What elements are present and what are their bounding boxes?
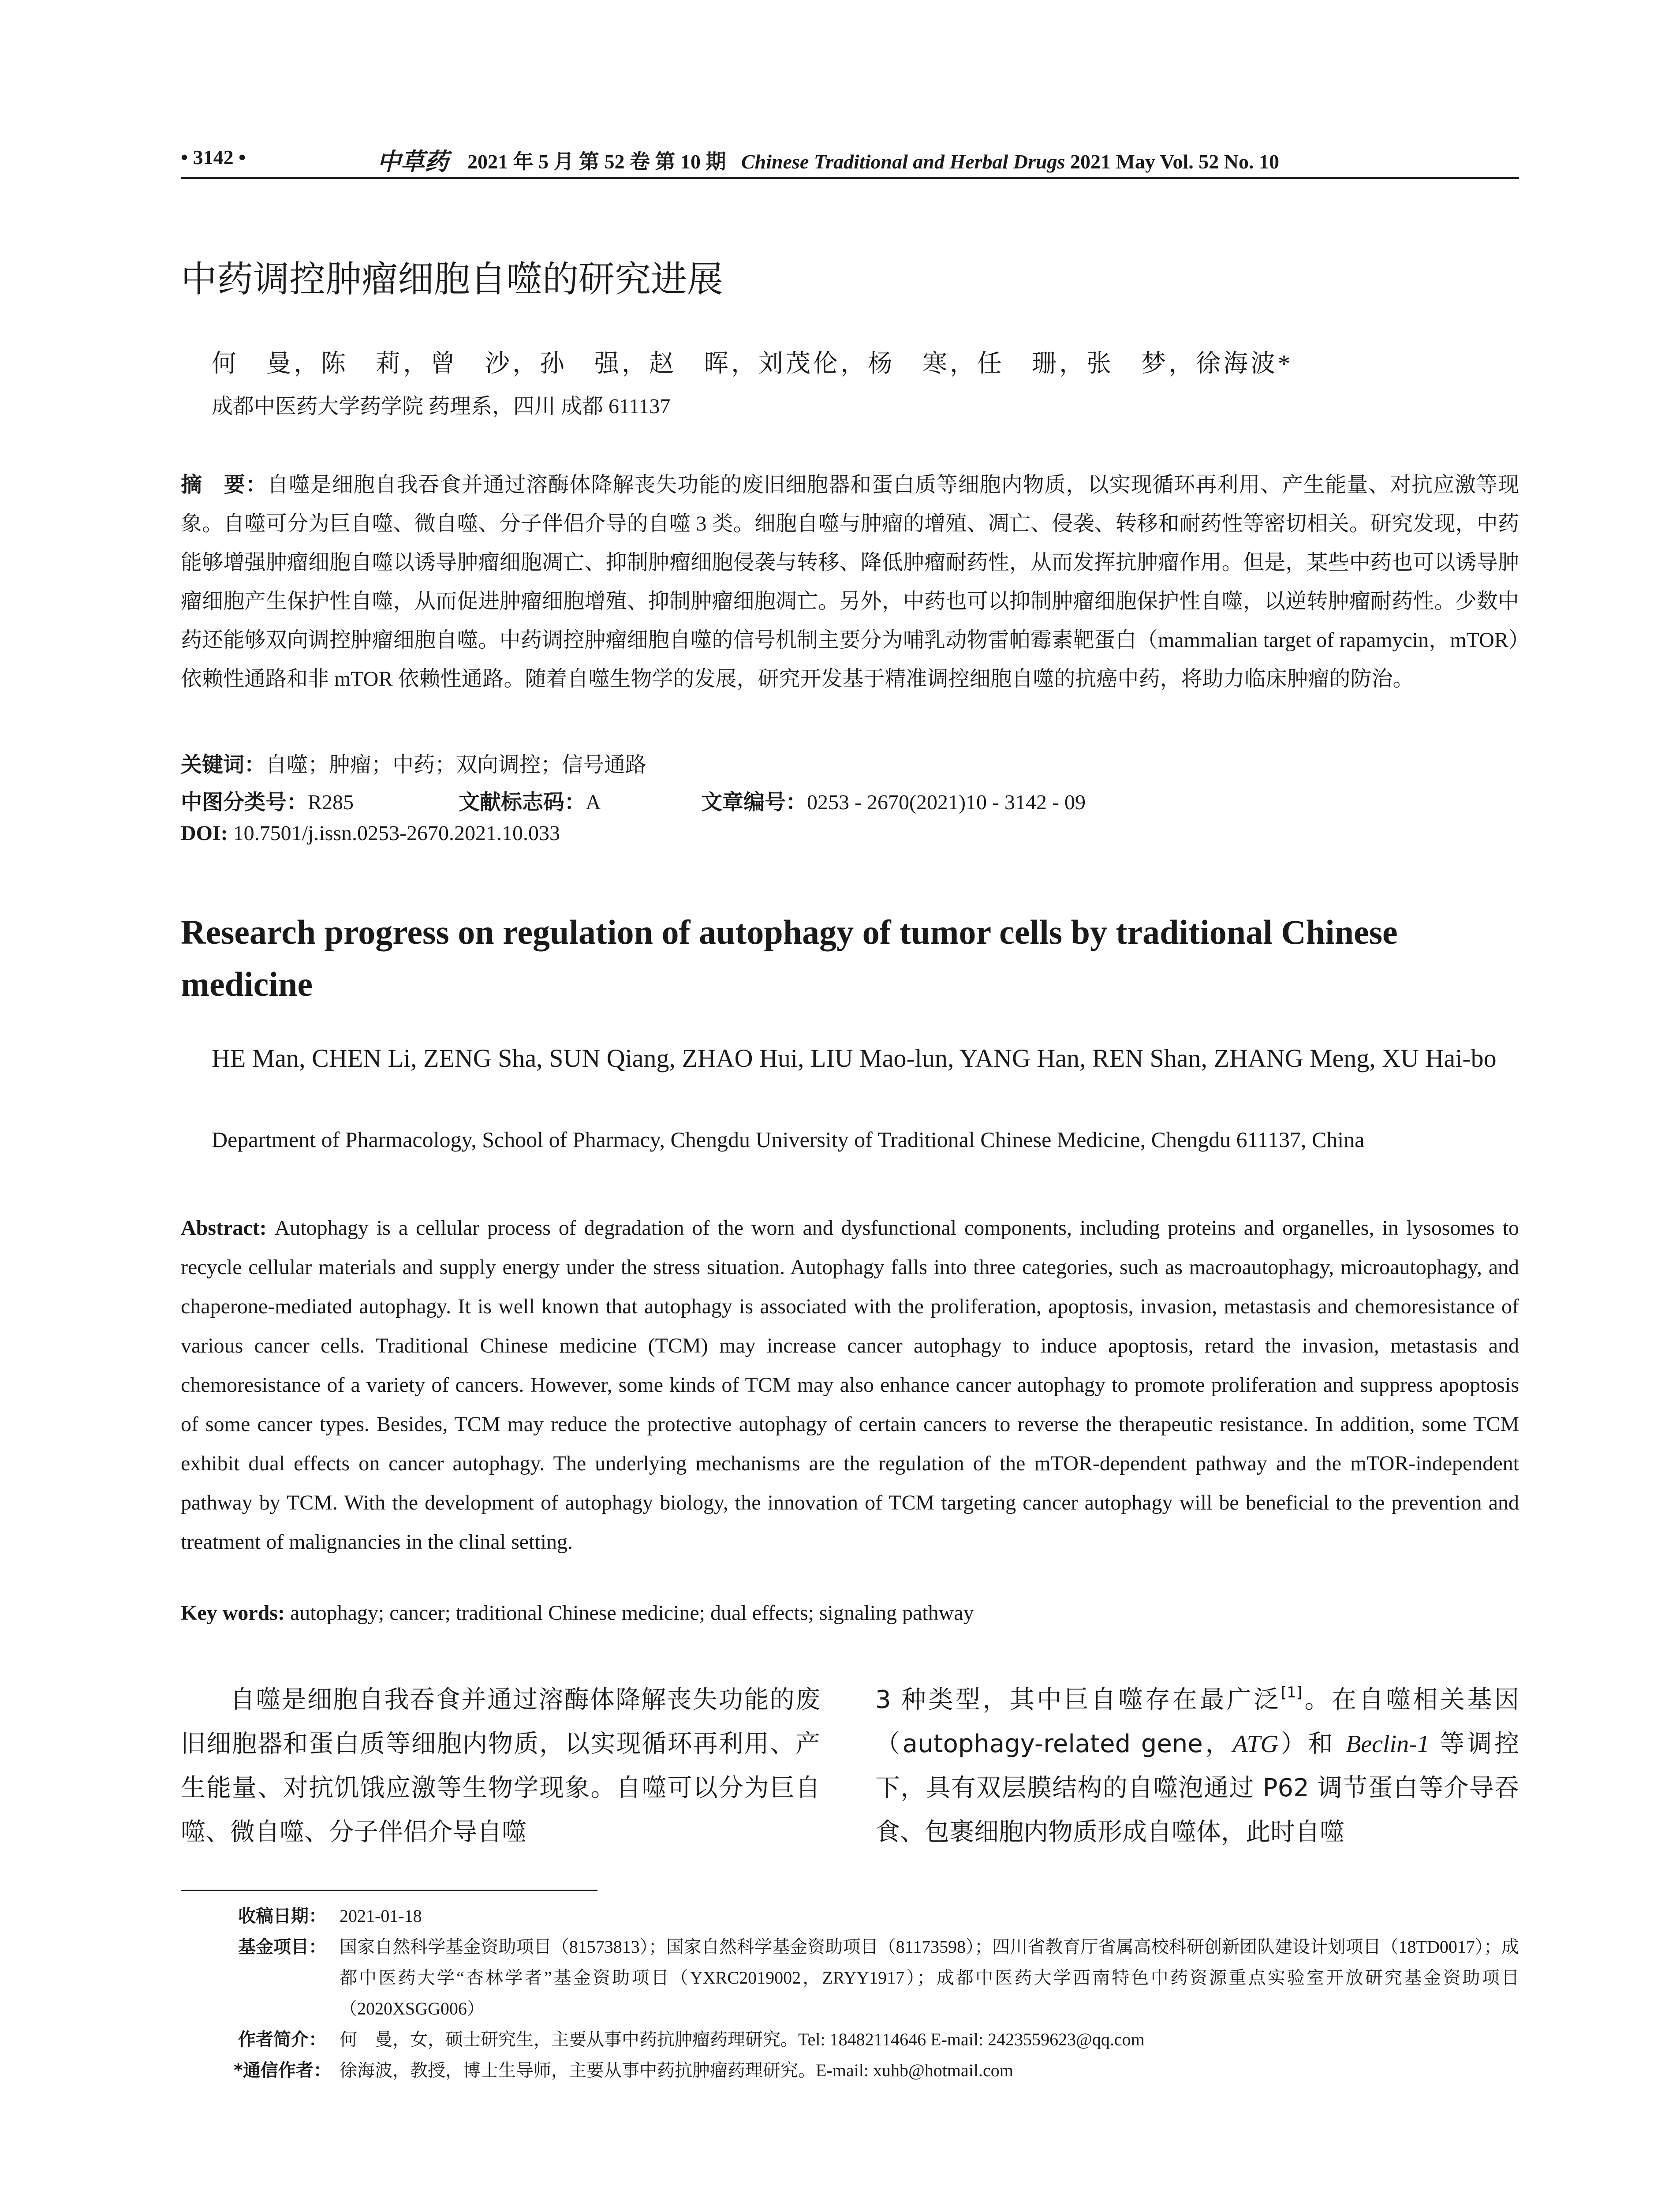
authors-en: HE Man, CHEN Li, ZENG Sha, SUN Qiang, ZHAO Hui, LIU Mao-lun, YANG Han, REN Shan, ZHANG Meng, XU Hai-bo xyxy=(212,1044,1497,1073)
abstract-cn-text: 自噬是细胞自我吞食并通过溶酶体降解丧失功能的废旧细胞器和蛋白质等细胞内物质，以实现循环再利用、产生能量、对抗应激等现象。自噬可分为巨自噬、微自噬、分子伴侣介导的自噬 3 类。细胞自噬与肿瘤的增殖、凋亡、侵袭、转移和耐药性等密切相关。研究发现，中药能够增强肿瘤细胞自噬以诱导肿瘤细胞凋亡、抑制肿瘤细胞侵袭与转移、降低肿瘤耐药性，从而发挥抗肿瘤作用。但是，某些中药也可以诱导肿瘤细胞产生保护性自噬，从而促进肿瘤细胞增殖、抑制肿瘤细胞凋亡。另外，中药也可以抑制肿瘤细胞保护性自噬，以逆转肿瘤耐药性。少数中药还能够双向调控肿瘤细胞自噬。中药调控肿瘤细胞自噬的信号机制主要分为哺乳动物雷帕霉素靶蛋白（mammalian target of rapamycin，mTOR）依赖性通路和非 mTOR 依赖性通路。随着自噬生物学的发展，研究开发基于精准调控细胞自噬的抗癌中药，将助力临床肿瘤的防治。 xyxy=(181,473,1519,691)
article-number xyxy=(701,785,1086,815)
abstract-en-label: Abstract: xyxy=(181,1216,267,1240)
reference-mark[interactable]: [1] xyxy=(1281,1684,1303,1701)
running-header xyxy=(181,146,1519,176)
affiliation-cn: 成都中医药大学药学院 药理系，四川 成都 611137 xyxy=(212,395,671,418)
issue-en: 2021 May Vol. 52 No. 10 xyxy=(1070,150,1280,173)
article-number-value: 0253 - 2670(2021)10 - 3142 - 09 xyxy=(807,791,1086,814)
abstract-en-text: Autophagy is a cellular process of degradation of the worn and dysfunctional components, including proteins and organelles, in lysosomes to recycle cellular materials and supply energy under the stress situation. Autophagy falls into three categories, such as macroautophagy, microautophagy, and chaperone-mediated autophagy. It is well known that autophagy is associated with the proliferation, apoptosis, invasion, metastasis and chemoresistance of various cancer cells. Traditional Chinese medicine (TCM) may increase cancer autophagy to induce apoptosis, retard the invasion, metastasis and chemoresistance of a variety of cancers. However, some kinds of TCM may also enhance cancer autophagy to promote proliferation and suppress apoptosis of some cancer types. Besides, TCM may reduce the protective autophagy of certain cancers to reverse the therapeutic resistance. In addition, some TCM exhibit dual effects on cancer autophagy. The underlying mechanisms are the regulation of the mTOR-dependent pathway and the mTOR-independent pathway by TCM. With the development of autophagy biology, the innovation of TCM targeting cancer autophagy will be beneficial to the prevention and treatment of malignancies in the clinal setting. xyxy=(181,1216,1519,1554)
doc-code xyxy=(459,785,601,815)
footnote-corresponding xyxy=(181,2055,1519,2086)
footnote-received xyxy=(181,1901,1519,1932)
footnote-fund xyxy=(181,1932,1519,2024)
footnote-rule xyxy=(181,1890,597,1891)
page-number: • 3142 • xyxy=(181,146,246,168)
gene-atg: ATG xyxy=(1232,1730,1279,1758)
journal-name-cn: 中草药 xyxy=(377,149,448,175)
affiliation-en: Department of Pharmacology, School of Pharmacy, Chengdu University of Traditional Chinese Medicine, Chengdu 611137, China xyxy=(212,1127,1365,1152)
corresponding-value: 徐海波，教授，博士生导师，主要从事中药抗肿瘤药理研究。E-mail: xuhb@hotmail.com xyxy=(340,2060,1013,2080)
keywords-en-label: Key words: xyxy=(181,1601,285,1625)
author-label: 作者简介： xyxy=(238,2029,326,2050)
corresponding-label: *通信作者： xyxy=(234,2060,331,2081)
doc-code-label: 文献标志码： xyxy=(459,790,586,815)
doi-label: DOI: xyxy=(181,822,228,845)
keywords-cn xyxy=(181,747,646,778)
received-value: 2021-01-18 xyxy=(340,1906,422,1926)
header-rule xyxy=(181,177,1519,179)
doc-code-value: A xyxy=(586,791,601,814)
class-code-value: R285 xyxy=(308,791,354,814)
received-label: 收稿日期： xyxy=(238,1906,326,1926)
article-title-en: Research progress on regulation of autophagy of tumor cells by traditional Chinese medicine xyxy=(181,913,1398,1003)
body-right-text-3: ）和 xyxy=(1278,1730,1346,1758)
keywords-cn-text: 自噬；肿瘤；中药；双向调控；信号通路 xyxy=(265,753,647,777)
journal-name-en: Chinese Traditional and Herbal Drugs xyxy=(741,150,1065,173)
fund-label: 基金项目： xyxy=(238,1937,326,1957)
body-right-text-1: 3 种类型，其中巨自噬存在最广泛 xyxy=(875,1686,1281,1714)
abstract-cn-label: 摘 要： xyxy=(181,472,267,497)
keywords-cn-label: 关键词： xyxy=(181,752,266,777)
authors-cn: 何 曼，陈 莉，曾 沙，孙 强，赵 晖，刘茂伦，杨 寒，任 珊，张 梦，徐海波* xyxy=(212,350,1293,377)
doi xyxy=(181,821,560,845)
footnote-author xyxy=(181,2024,1519,2055)
footnotes xyxy=(181,1901,1519,2086)
body-column-left: 自噬是细胞自我吞食并通过溶酶体降解丧失功能的废旧细胞器和蛋白质等细胞内物质，以实现循环再利用、产生能量、对抗饥饿应激等生物学现象。自噬可以分为巨自噬、微自噬、分子伴侣介导自噬 xyxy=(181,1686,820,1846)
class-code xyxy=(181,785,354,815)
class-code-label: 中图分类号： xyxy=(181,790,308,815)
gene-beclin: Beclin-1 xyxy=(1346,1730,1430,1758)
keywords-en xyxy=(181,1601,974,1625)
doi-value: 10.7501/j.issn.0253-2670.2021.10.033 xyxy=(233,822,560,845)
article-number-label: 文章编号： xyxy=(701,790,807,815)
body-right-text-2: 。在自噬相关基因（autophagy-related gene， xyxy=(875,1686,1519,1758)
abstract-cn xyxy=(181,465,1519,699)
body-right-text-4: 等调控下，具有双层膜结构的自噬泡通过 P62 调节蛋白等介导吞食、包裹细胞内物质形成自噬体，此时自噬 xyxy=(875,1730,1519,1846)
issue-cn: 2021 年 5 月 第 52 卷 第 10 期 xyxy=(467,150,726,173)
fund-value: 国家自然科学基金资助项目（81573813）；国家自然科学基金资助项目（81173598）；四川省教育厅省属高校科研创新团队建设计划项目（18TD0017）；成都中医药大学“杏林学者”基金资助项目（YXRC2019002，ZRYY1917）；成都中医药大学西南特色中药资源重点实验室开放研究基金资助项目（2020XSGG006） xyxy=(340,1937,1519,2018)
abstract-en xyxy=(181,1208,1519,1562)
body-column-right xyxy=(875,1678,1519,1854)
author-value: 何 曼，女，硕士研究生，主要从事中药抗肿瘤药理研究。Tel: 18482114646 E-mail: 2423559623@qq.com xyxy=(340,2029,1145,2049)
keywords-en-text: autophagy; cancer; traditional Chinese medicine; dual effects; signaling pathway xyxy=(290,1601,974,1625)
article-title-cn: 中药调控肿瘤细胞自噬的研究进展 xyxy=(181,258,724,300)
issue-line xyxy=(467,146,1279,175)
